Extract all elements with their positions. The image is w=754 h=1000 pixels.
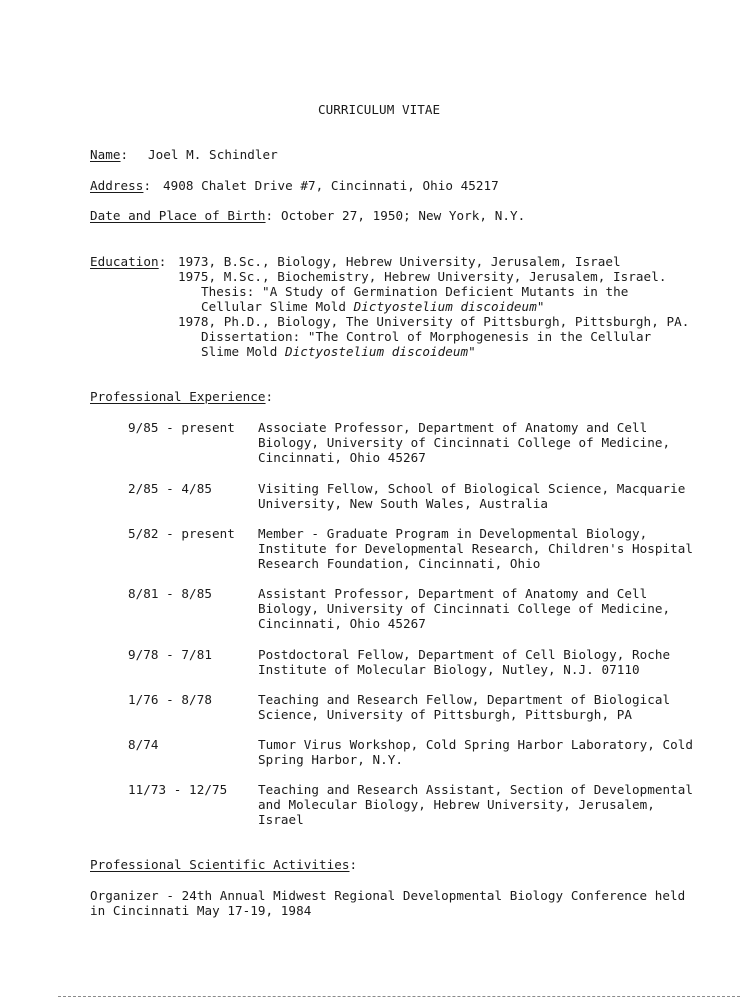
name-colon: : xyxy=(120,147,129,162)
experience-line: Science, University of Pittsburgh, Pittsburgh, PA xyxy=(258,707,632,722)
experience-date: 1/76 - 8/78 xyxy=(128,692,212,707)
address-row xyxy=(90,178,151,193)
education-line xyxy=(201,344,476,359)
experience-line: Teaching and Research Assistant, Section of Developmental xyxy=(258,782,694,797)
experience-date: 8/81 - 8/85 xyxy=(128,586,212,601)
name-value: Joel M. Schindler xyxy=(148,147,278,162)
experience-date: 5/82 - present xyxy=(128,526,235,541)
education-text: " xyxy=(468,344,476,359)
education-line: 1978, Ph.D., Biology, The University of Pittsburgh, Pittsburgh, PA. xyxy=(178,314,690,329)
activities-label: Professional Scientific Activities xyxy=(90,857,350,872)
experience-line: Biology, University of Cincinnati College of Medicine, xyxy=(258,435,671,450)
experience-line: Cincinnati, Ohio 45267 xyxy=(258,616,426,631)
experience-line: Associate Professor, Department of Anatomy and Cell xyxy=(258,420,648,435)
education-line: 1973, B.Sc., Biology, Hebrew University, Jerusalem, Israel xyxy=(178,254,621,269)
experience-line: Spring Harbor, N.Y. xyxy=(258,752,404,767)
experience-date: 9/78 - 7/81 xyxy=(128,647,212,662)
experience-line: Postdoctoral Fellow, Department of Cell Biology, Roche xyxy=(258,647,671,662)
education-line: 1975, M.Sc., Biochemistry, Hebrew University, Jerusalem, Israel. xyxy=(178,269,667,284)
education-line xyxy=(201,299,544,314)
experience-line: Israel xyxy=(258,812,304,827)
name-label: Name xyxy=(90,147,121,162)
experience-heading xyxy=(90,389,273,404)
experience-line: Member - Graduate Program in Developmental Biology, xyxy=(258,526,648,541)
experience-line: Cincinnati, Ohio 45267 xyxy=(258,450,426,465)
education-text: " xyxy=(536,299,545,314)
experience-line: Assistant Professor, Department of Anatomy and Cell xyxy=(258,586,648,601)
experience-colon: : xyxy=(265,389,274,404)
experience-date: 2/85 - 4/85 xyxy=(128,481,212,496)
page-bottom-edge xyxy=(58,996,740,997)
experience-line: Visiting Fellow, School of Biological Science, Macquarie xyxy=(258,481,686,496)
education-text: Slime Mold xyxy=(201,344,285,359)
address-value: 4908 Chalet Drive #7, Cincinnati, Ohio 45217 xyxy=(163,178,499,193)
experience-date: 9/85 - present xyxy=(128,420,235,435)
experience-line: University, New South Wales, Australia xyxy=(258,496,549,511)
address-colon: : xyxy=(143,178,152,193)
species-name: Dictyostelium discoideum xyxy=(353,299,537,314)
experience-line: Tumor Virus Workshop, Cold Spring Harbor Laboratory, Cold xyxy=(258,737,694,752)
activities-line: in Cincinnati May 17-19, 1984 xyxy=(90,903,312,918)
activities-colon: : xyxy=(349,857,358,872)
education-label: Education xyxy=(90,254,159,269)
activities-heading xyxy=(90,857,357,872)
experience-line: Research Foundation, Cincinnati, Ohio xyxy=(258,556,541,571)
activities-line: Organizer - 24th Annual Midwest Regional Developmental Biology Conference held xyxy=(90,888,686,903)
birth-colon: : xyxy=(265,208,274,223)
birth-row xyxy=(90,208,273,223)
education-row xyxy=(90,254,166,269)
document-title: CURRICULUM VITAE xyxy=(318,102,441,117)
experience-line: and Molecular Biology, Hebrew University, Jerusalem, xyxy=(258,797,655,812)
species-name: Dictyostelium discoideum xyxy=(284,344,469,359)
education-colon: : xyxy=(158,254,167,269)
address-label: Address xyxy=(90,178,144,193)
experience-date: 8/74 xyxy=(128,737,159,752)
birth-value: October 27, 1950; New York, N.Y. xyxy=(281,208,526,223)
experience-line: Institute of Molecular Biology, Nutley, N.J. 07110 xyxy=(258,662,640,677)
experience-line: Teaching and Research Fellow, Department of Biological xyxy=(258,692,671,707)
education-text: Cellular Slime Mold xyxy=(201,299,354,314)
experience-label: Professional Experience xyxy=(90,389,266,404)
education-line: Thesis: "A Study of Germination Deficient Mutants in the xyxy=(201,284,629,299)
experience-line: Institute for Developmental Research, Children's Hospital xyxy=(258,541,694,556)
experience-line: Biology, University of Cincinnati College of Medicine, xyxy=(258,601,671,616)
name-row xyxy=(90,147,128,162)
experience-date: 11/73 - 12/75 xyxy=(128,782,228,797)
education-line: Dissertation: "The Control of Morphogenesis in the Cellular xyxy=(201,329,652,344)
birth-label: Date and Place of Birth xyxy=(90,208,266,223)
